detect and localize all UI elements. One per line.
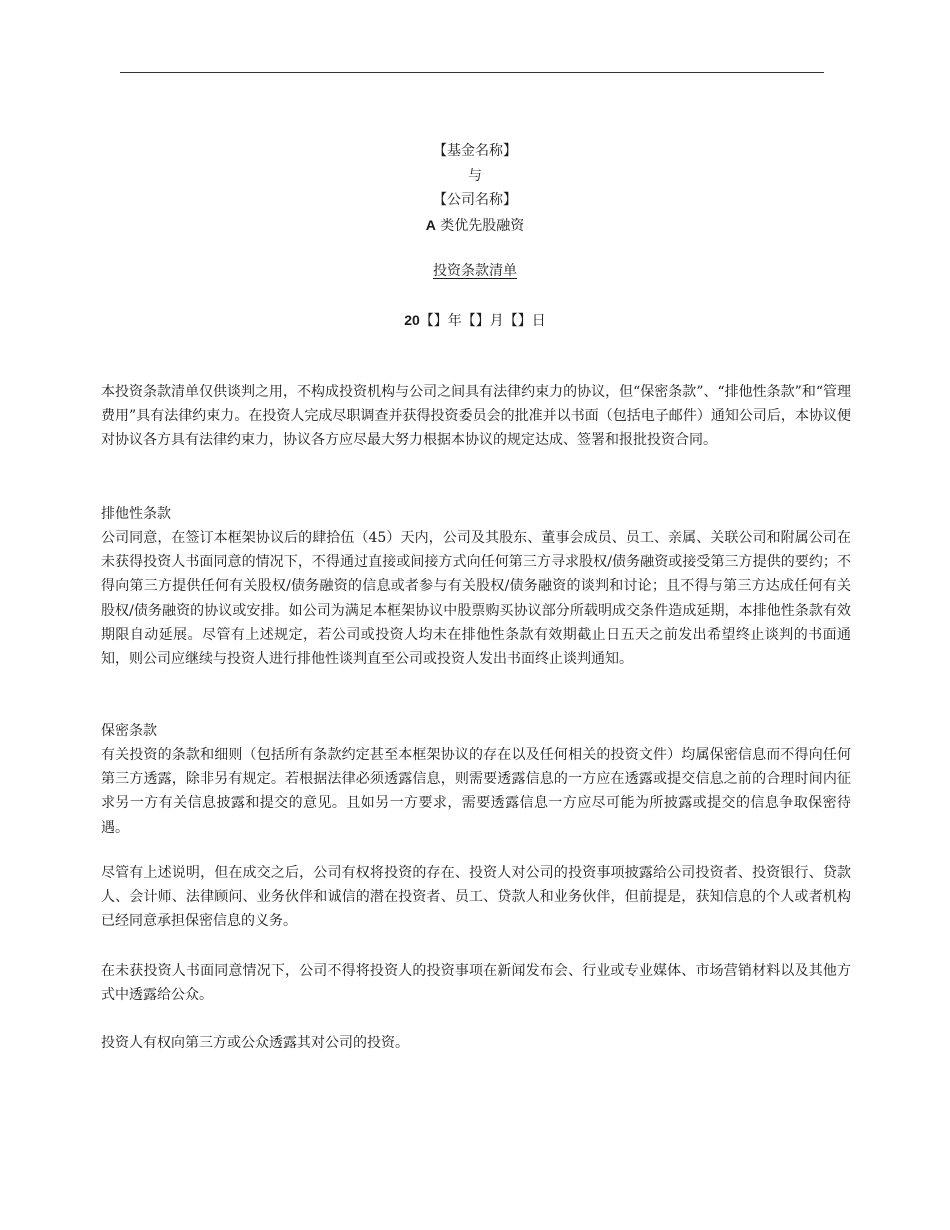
confidentiality-heading: 保密条款 [101, 723, 157, 739]
confidentiality-paragraph-4: 投资人有权向第三方或公众透露其对公司的投资。 [101, 1035, 409, 1051]
document-title-text: 投资条款清单 [433, 263, 517, 279]
date-year-prefix: 20 [404, 312, 420, 328]
confidentiality-paragraph-3: 在未获投资人书面同意情况下，公司不得将投资人的投资事项在新闻发布会、行业或专业媒体、市场营销材料以及其他方式中透露给公众。 [101, 963, 851, 1004]
exclusivity-heading: 排他性条款 [101, 506, 171, 522]
financing-type [0, 213, 950, 239]
date-rest: 【】年【】月【】日 [419, 313, 546, 329]
title-block [0, 139, 950, 238]
financing-class-letter: A [425, 216, 436, 233]
exclusivity-paragraph: 公司同意，在签订本框架协议后的肆拾伍（45）天内，公司及其股东、董事会成员、员工、亲属、关联公司和附属公司在未获得投资人书面同意的情况下，不得通过直接或间接方式向任何第三方寻求股权/债务融资或接受第三方提供的要约；不得向第三方提供任何有关股权/债务融资的信息或者参与有关股权/债务融资的谈判和讨论；且不得与第三方达成任何有关股权/债务融资的协议或安排。如公司为满足本框架协议中股票购买协议部分所载明成交条件造成延期，本排他性条款有效期限自动延展。尽管有上述规定，若公司或投资人均未在排他性条款有效期截止日五天之前发出希望终止谈判的书面通知，则公司应继续与投资人进行排他性谈判直至公司或投资人发出书面终止谈判通知。 [101, 530, 851, 668]
document-title [0, 259, 950, 283]
company-name: 【公司名称】 [433, 192, 517, 208]
intro-paragraph: 本投资条款清单仅供谈判之用，不构成投资机构与公司之间具有法律约束力的协议，但“保密条款”、“排他性条款”和“管理费用”具有法律约束力。在投资人完成尽职调查并获得投资委员会的批准并以书面（包括电子邮件）通知公司后，本协议便对协议各方具有法律约束力，协议各方应尽最大努力根据本协议的规定达成、签署和报批投资合同。 [101, 384, 851, 449]
header-rule [120, 72, 824, 73]
fund-name: 【基金名称】 [433, 143, 517, 159]
financing-description: 类优先股融资 [435, 217, 525, 234]
connector-text: 与 [468, 167, 482, 184]
document-date [0, 308, 950, 333]
confidentiality-paragraph-1: 有关投资的条款和细则（包括所有条款约定甚至本框架协议的存在以及任何相关的投资文件）均属保密信息而不得向任何第三方透露，除非另有规定。若根据法律必须透露信息，则需要透露信息的一方应在透露或提交信息之前的合理时间内征求另一方有关信息披露和提交的意见。且如另一方要求，需要透露信息一方应尽可能为所披露或提交的信息争取保密待遇。 [101, 747, 851, 836]
confidentiality-paragraph-2: 尽管有上述说明，但在成交之后，公司有权将投资的存在、投资人对公司的投资事项披露给公司投资者、投资银行、贷款人、会计师、法律顾问、业务伙伴和诚信的潜在投资者、员工、贷款人和业务伙伴，但前提是，获知信息的个人或者机构已经同意承担保密信息的义务。 [101, 865, 851, 930]
